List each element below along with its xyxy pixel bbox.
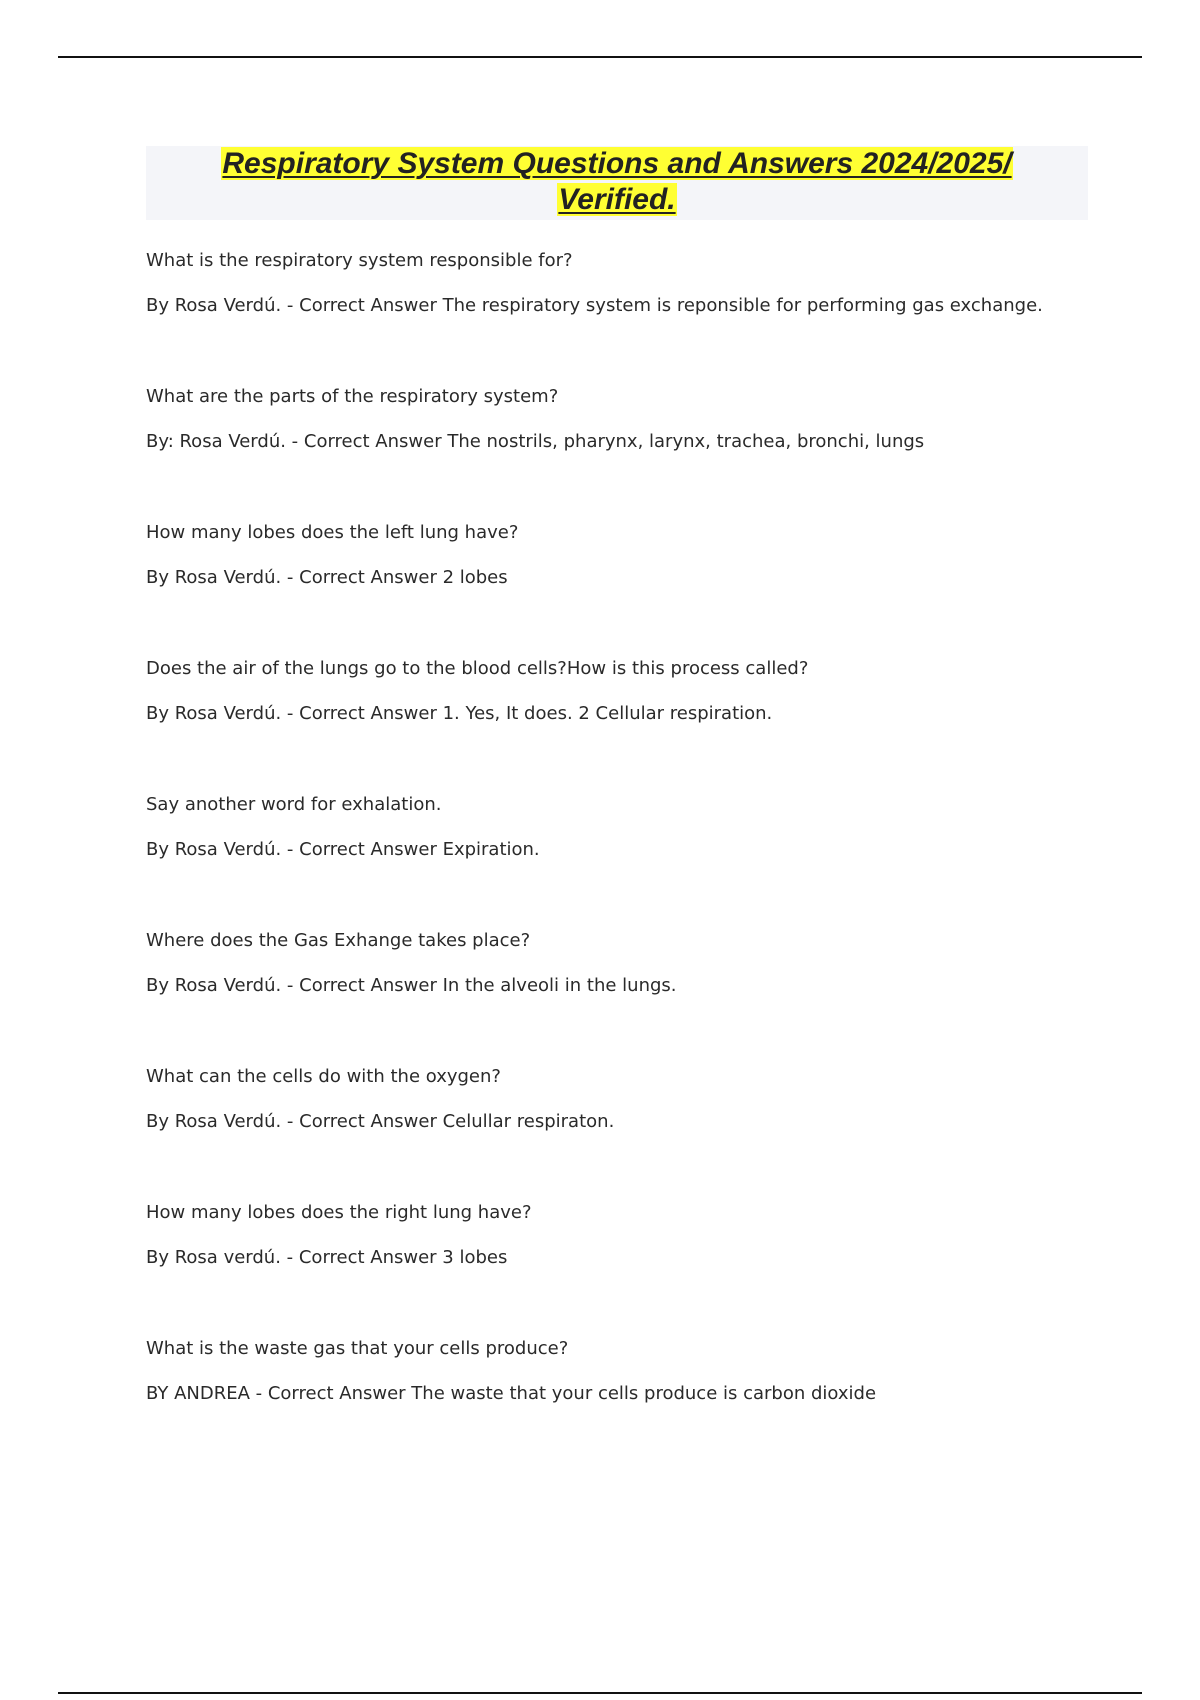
question-text: How many lobes does the left lung have? [146,522,519,543]
qa-item [146,248,1106,384]
footer-rule [58,1692,1142,1694]
question-text: What can the cells do with the oxygen? [146,1066,501,1087]
document-title-block [146,146,1088,220]
question-text: Where does the Gas Exhange takes place? [146,930,531,951]
qa-list [146,248,1106,1472]
qa-item [146,384,1106,520]
answer-text: By Rosa Verdú. - Correct Answer 2 lobes [146,567,508,588]
question-text: How many lobes does the right lung have? [146,1202,532,1223]
question-text: What are the parts of the respiratory system? [146,386,559,407]
answer-text: By Rosa Verdú. - Correct Answer The respiratory system is reponsible for performing gas exchange. [146,295,1043,316]
question-text: Say another word for exhalation. [146,794,442,815]
answer-text: BY ANDREA - Correct Answer The waste that your cells produce is carbon dioxide [146,1383,877,1404]
answer-text: By Rosa Verdú. - Correct Answer 1. Yes, It does. 2 Cellular respiration. [146,703,773,724]
document-title-line-2: Verified. [558,183,676,216]
answer-text: By Rosa Verdú. - Correct Answer In the alveoli in the lungs. [146,975,677,996]
qa-item [146,1064,1106,1200]
question-text: Does the air of the lungs go to the blood cells?How is this process called? [146,658,809,679]
header-rule [58,56,1142,58]
answer-text: By Rosa verdú. - Correct Answer 3 lobes [146,1247,508,1268]
question-text: What is the waste gas that your cells produce? [146,1338,569,1359]
qa-item [146,792,1106,928]
qa-item [146,520,1106,656]
answer-text: By Rosa Verdú. - Correct Answer Celullar respiraton. [146,1111,615,1132]
qa-item [146,656,1106,792]
answer-text: By: Rosa Verdú. - Correct Answer The nostrils, pharynx, larynx, trachea, bronchi, lungs [146,431,925,452]
document-title-line-1: Respiratory System Questions and Answers 2024/2025/ [222,147,1012,180]
question-text: What is the respiratory system responsible for? [146,250,573,271]
qa-item [146,1336,1106,1472]
qa-item [146,928,1106,1064]
qa-item [146,1200,1106,1336]
answer-text: By Rosa Verdú. - Correct Answer Expiration. [146,839,540,860]
